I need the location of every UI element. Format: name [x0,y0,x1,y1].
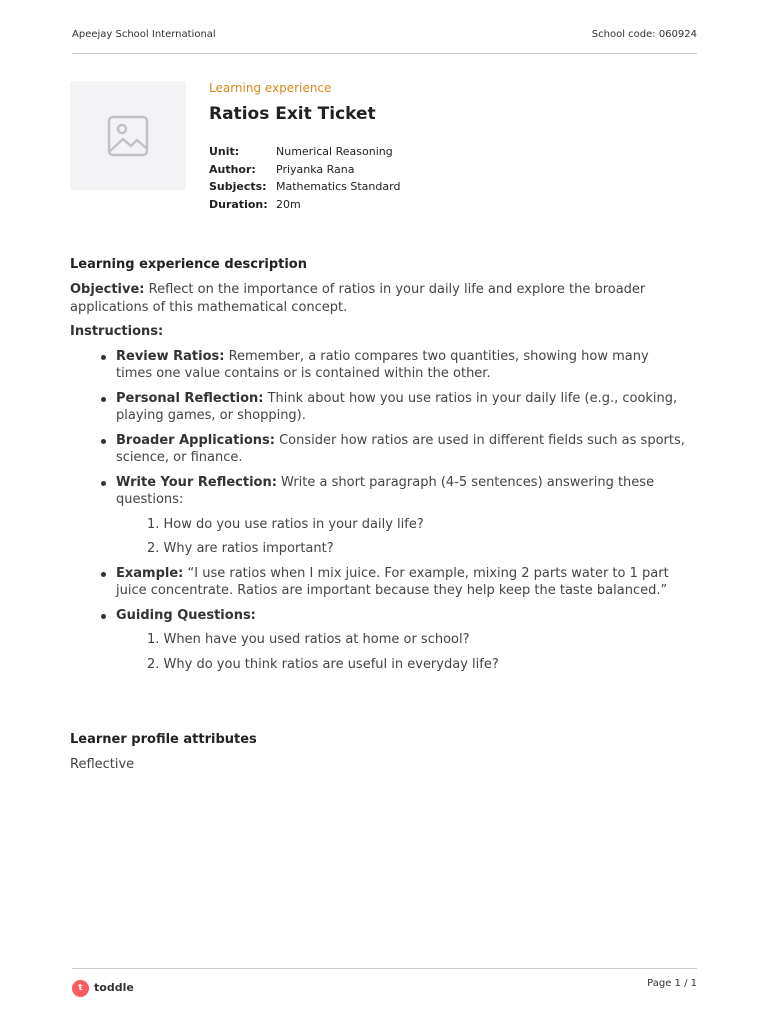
objective-text: Reflect on the importance of ratios in your daily life and explore the broader applications of this mathematical concept. [70,282,646,315]
list-item: 2. Why do you think ratios are useful in everyday life? [147,656,499,672]
experience-meta [209,80,401,211]
toddle-logo-icon: t [72,980,89,997]
bullet-text: Write a short paragraph (4-5 sentences) answering these questions: [116,474,655,507]
meta-key: Subjects: [209,180,267,193]
meta-key: Author: [209,162,256,176]
instructions-label: Instructions: [70,324,164,339]
list-item: 1. How do you use ratios in your daily life? [147,516,424,532]
list-item [98,607,685,674]
bullet-label: Personal Reflection: [116,390,264,406]
meta-value: Mathematics Standard [276,180,401,193]
guiding-questions [147,631,685,673]
list-item [98,432,685,467]
bullet-text: Think about how you use ratios in your daily life (e.g., cooking, playing games, or shopping). [116,390,678,423]
meta-row-unit [209,143,400,161]
bullet-text: Remember, a ratio compares two quantities, showing how many times one value contains or is contained within the other. [116,348,649,381]
bullet-text: “I use ratios when I mix juice. For example, mixing 2 parts water to 1 part juice concentrate. Ratios are important because they help keep the taste balanced.” [116,565,669,598]
list-item [98,565,685,600]
meta-key: Unit: [209,145,240,158]
description-heading: Learning experience description [70,257,307,272]
meta-row-subjects [209,178,400,196]
experience-type-label: Learning experience [209,81,332,95]
meta-value: Numerical Reasoning [276,145,393,158]
meta-key: Duration: [209,197,268,211]
meta-value: 20m [276,197,301,211]
bullet-label: Guiding Questions: [116,607,256,623]
bullet-label: Example: [116,565,184,581]
school-name: Apeejay School International [72,29,216,40]
footer-divider [72,968,697,969]
bullet-label: Write Your Reflection: [116,474,277,490]
list-item: 1. When have you used ratios at home or school? [147,632,470,647]
meta-table [209,143,400,213]
objective-label: Objective: [70,282,145,297]
list-item [98,474,685,558]
header-divider [72,53,697,54]
page-number: Page 1 / 1 [647,978,697,989]
bullet-label: Broader Applications: [116,432,275,448]
instructions-list [98,348,685,674]
page-title: Ratios Exit Ticket [209,104,376,124]
objective-paragraph [70,281,685,316]
list-item: 2. Why are ratios important? [147,541,334,556]
page-header [72,29,697,43]
list-item [98,348,685,383]
list-item [98,390,685,425]
learner-profile-heading: Learner profile attributes [70,732,257,747]
toddle-brand: toddle [94,981,134,994]
meta-row-duration [209,196,400,214]
meta-row-author [209,161,400,179]
school-code: School code: 060924 [591,29,697,40]
description-body [70,281,685,680]
reflection-questions [147,516,685,558]
bullet-text: Consider how ratios are used in different fields such as sports, science, or finance. [116,432,685,465]
image-placeholder-icon [107,115,149,157]
learner-profile-value: Reflective [70,757,135,772]
meta-value: Priyanka Rana [276,162,355,176]
experience-thumbnail [70,81,186,190]
bullet-label: Review Ratios: [116,348,225,364]
